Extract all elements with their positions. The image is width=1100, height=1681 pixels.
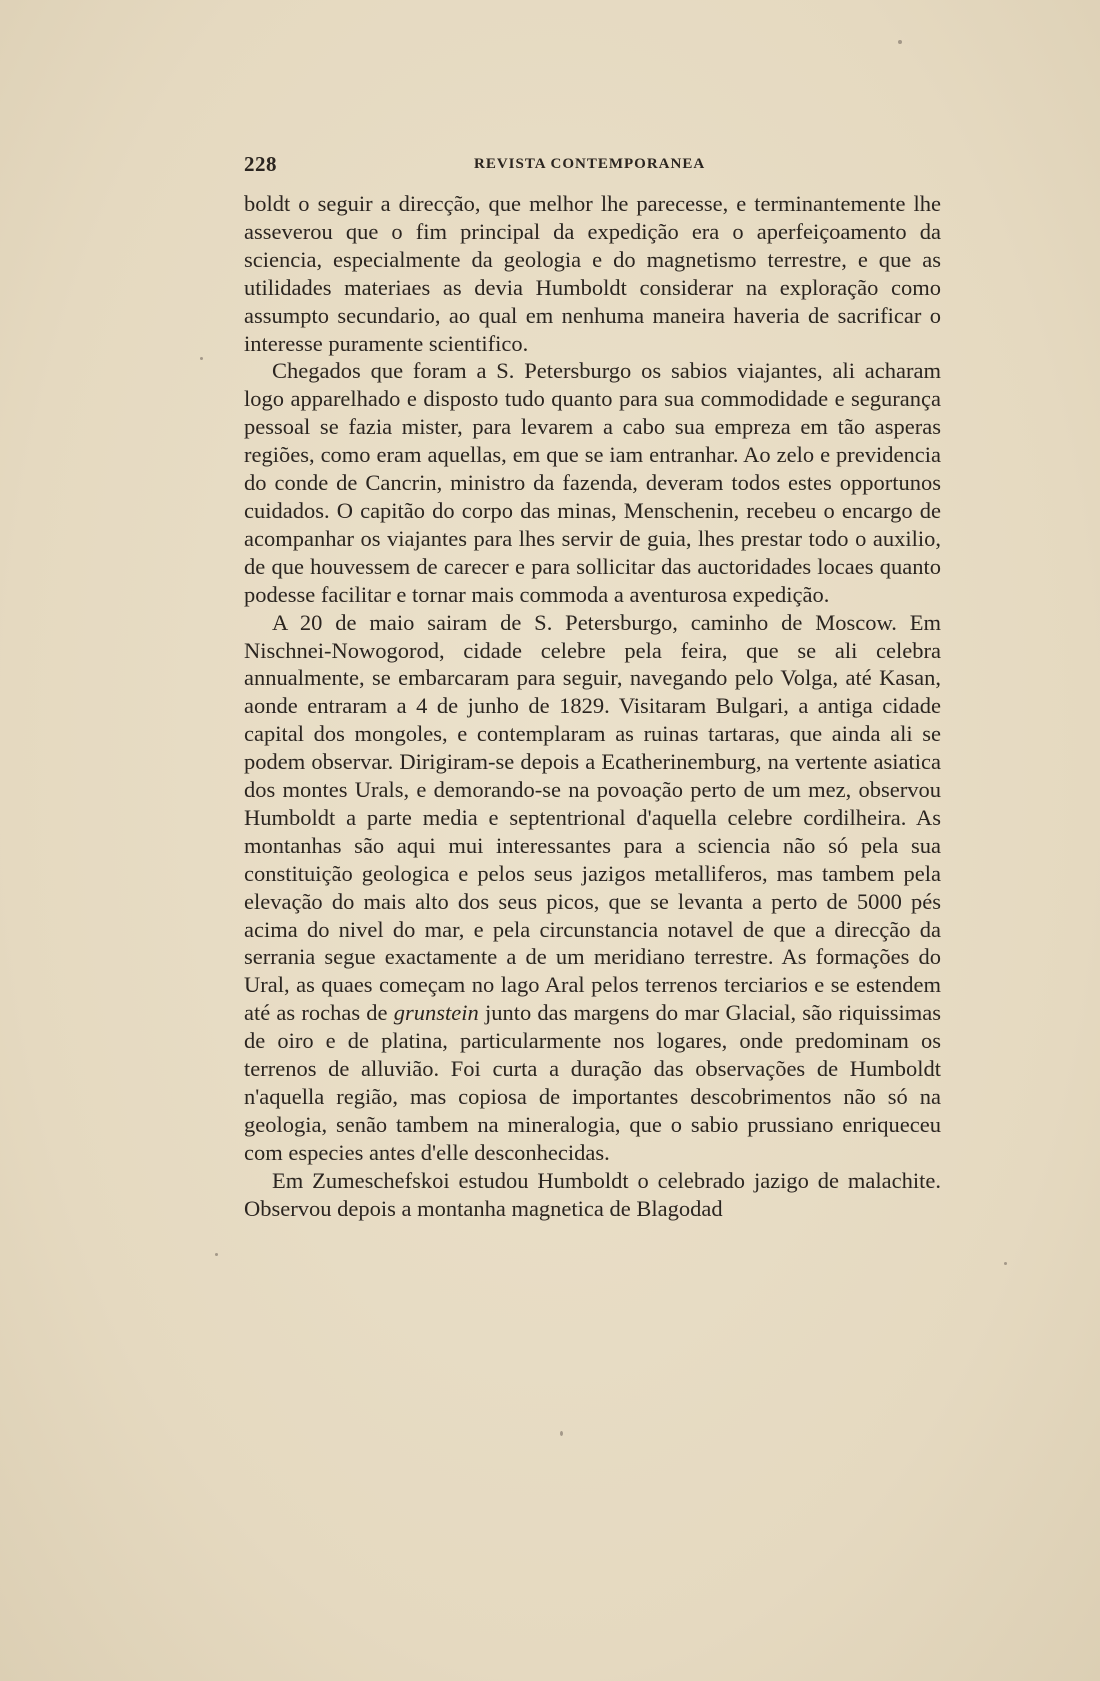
paper-speck	[1004, 1262, 1007, 1265]
paper-speck	[200, 357, 203, 360]
paragraph-petersburg-arrival: Chegados que foram a S. Petersburgo os sabios viajantes, ali acharam logo apparelhado e disposto tudo quanto para sua commodidade e segurança pessoal se fazia mister, para levarem a cabo sua empreza em tão asperas regiões, como eram aquellas, em que se iam entranhar. Ao zelo e previdencia do conde de Cancrin, ministro da fazenda, deveram todos estes opportunos cuidados. O capitão do corpo das minas, Menschenin, recebeu o encargo de acompanhar os viajantes para lhes servir de guia, lhes prestar todo o auxilio, de que houvessem de carecer e para sollicitar das auctoridades locaes quanto podesse facilitar e tornar mais commoda a aventurosa expedição.	[244, 358, 941, 607]
paper-speck	[215, 1253, 218, 1256]
paragraph-journey-urals-text-cont: junto das margens do mar Glacial, são riquissimas de oiro e de platina, particularmente nos logares, onde predominam os terrenos de alluvião. Foi curta a duração das observações de Humboldt n'aquella região, mas copiosa de importantes descobrimentos não só na geologia, senão tambem na mineralogia, que o sabio prussiano enriqueceu com especies antes d'elle desconhecidas.	[244, 1000, 941, 1165]
italic-term-grunstein: grunstein	[393, 1000, 479, 1026]
paragraph-journey-urals-text: A 20 de maio sairam de S. Petersburgo, caminho de Moscow. Em Nischnei-Nowogorod, cidade celebre pela feira, que se ali celebra annualmente, se embarcaram para seguir, navegando pelo Volga, até Kasan, aonde entraram a 4 de junho de 1829. Visitaram Bulgari, a antiga cidade capital dos mongoles, e contemplaram as ruinas tartaras, que ainda ali se podem observar. Dirigiram-se depois a Ecatherinemburg, na vertente asiatica dos montes Urals, e demorando-se na povoação perto de um mez, observou Humboldt a parte media e septentrional d'aquella celebre cordilheira. As montanhas são aqui mui interessantes para a sciencia não só pela sua constituição geologica e pelos seus jazigos metalliferos, mas tambem pela elevação do mais alto dos seus picos, que se levanta a perto de 5000 pés acima do nivel do mar, e pela circunstancia notavel de que a direcção da serrania segue exactamente a de um meridiano terrestre. As formações do Ural, as quaes começam no lago Aral pelos terrenos terciarios e se estendem até as rochas de	[244, 609, 941, 1026]
paragraph-journey-urals	[244, 609, 941, 1167]
page-number: 228	[244, 152, 277, 176]
body-text	[244, 190, 941, 1223]
paragraph-zumeschefskoi: Em Zumeschefskoi estudou Humboldt o celebrado jazigo de malachite. Observou depois a montanha magnetica de Blagodad	[244, 1167, 941, 1221]
paper-speck	[560, 1431, 563, 1436]
running-title: REVISTA CONTEMPORANEA	[474, 156, 706, 172]
paragraph-continued: boldt o seguir a direcção, que melhor lhe parecesse, e terminantemente lhe asseverou que o fim principal da expedição era o aperfeiçoamento da sciencia, especialmente da geologia e do magnetismo terrestre, e que as utilidades materiaes as devia Humboldt considerar na exploração como assumpto secundario, ao qual em nenhuma maneira haveria de sacrificar o interesse puramente scientifico.	[244, 191, 941, 356]
page-header	[244, 152, 941, 178]
paper-speck	[898, 40, 902, 44]
